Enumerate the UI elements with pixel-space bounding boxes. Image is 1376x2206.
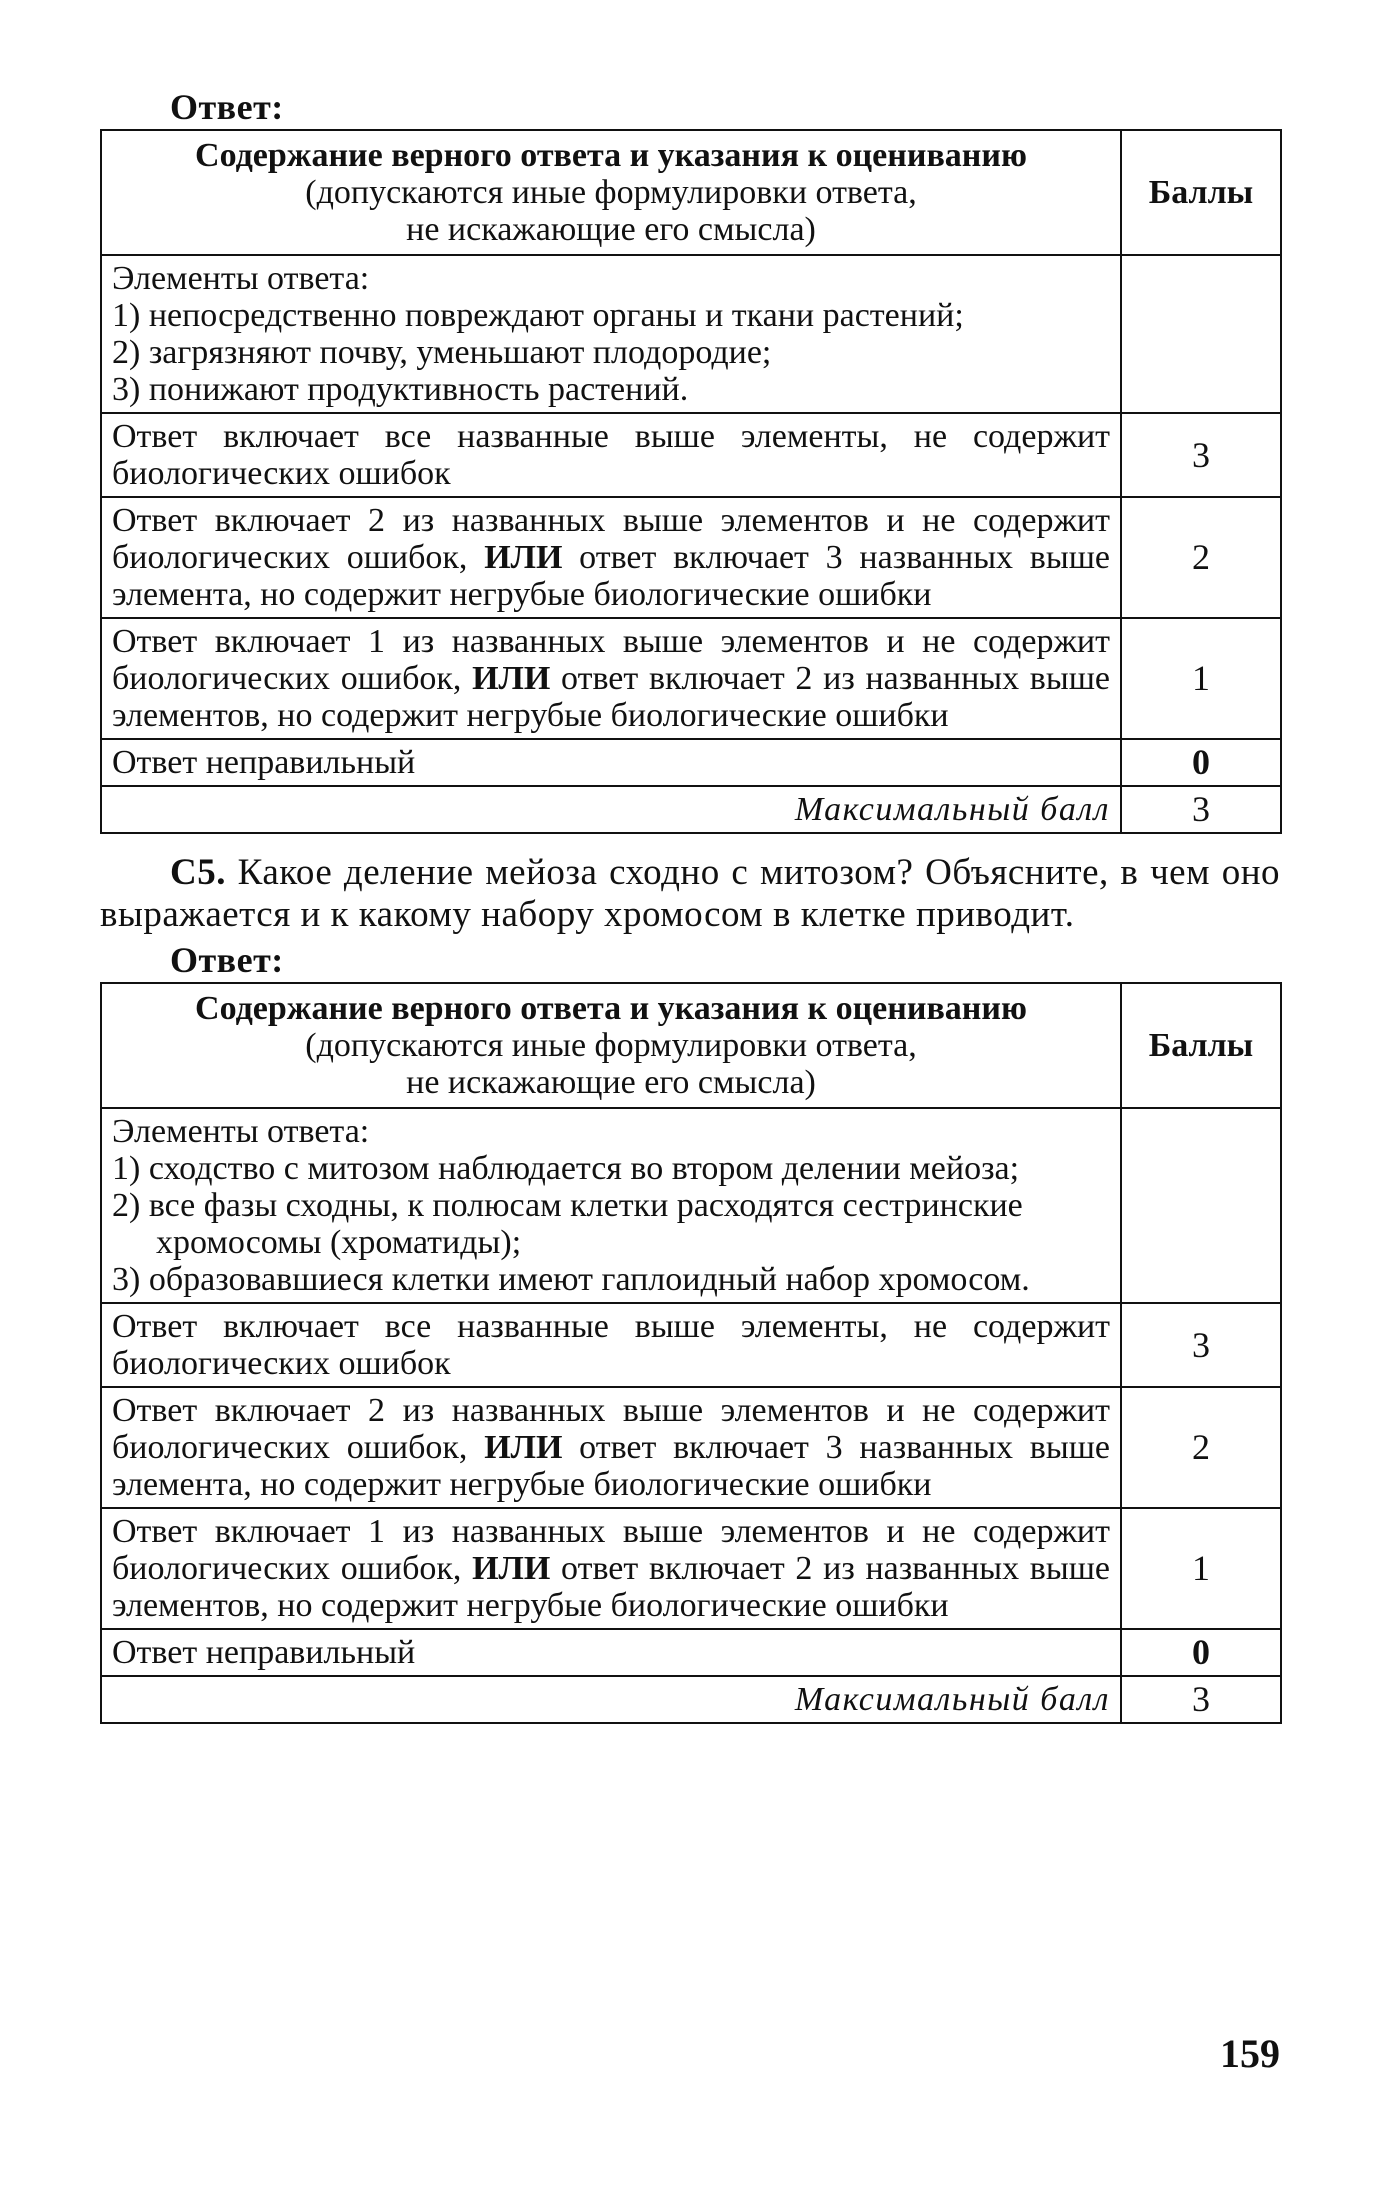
question-number: С5. [170, 852, 226, 893]
criterion-text [101, 497, 1121, 618]
criterion-row [101, 1508, 1281, 1629]
grading-table-1 [100, 129, 1282, 834]
empty-score-cell [1121, 255, 1281, 413]
criterion-text [101, 1508, 1121, 1629]
answer-element: 1) сходство с митозом наблюдается во втором делении мейоза; [112, 1150, 1020, 1187]
ili-keyword: ИЛИ [472, 660, 551, 697]
criterion-text [101, 618, 1121, 739]
criterion-text: Ответ неправильный [101, 739, 1121, 786]
criterion-text-b: ответ включает 2 из названных выше элементов, но содержит негрубые биологические ошибки [112, 660, 1110, 734]
criterion-row [101, 497, 1281, 618]
criterion-text-a: Ответ включает 2 из названных выше элементов и не содержит биологических ошибок, [112, 502, 1110, 576]
criterion-score: 2 [1121, 1387, 1281, 1508]
criterion-text: Ответ включает все названные выше элементы, не содержит биологических ошибок [101, 413, 1121, 497]
score-header: Баллы [1121, 983, 1281, 1108]
answer-element: 2) все фазы сходны, к полюсам клетки расходятся сестринские хромосомы (хроматиды); [112, 1187, 1023, 1261]
criterion-text: Ответ неправильный [101, 1629, 1121, 1676]
header-title: Содержание верного ответа и указания к оцениванию [195, 137, 1027, 174]
criterion-text [101, 1387, 1121, 1508]
ili-keyword: ИЛИ [484, 539, 563, 576]
elements-title: Элементы ответа: [112, 1113, 370, 1150]
max-score-label: Максимальный балл [101, 1676, 1121, 1723]
criterion-row [101, 739, 1281, 786]
answer-label: Ответ: [170, 940, 284, 980]
criterion-score: 1 [1121, 618, 1281, 739]
criterion-row [101, 1303, 1281, 1387]
max-score-label: Максимальный балл [101, 786, 1121, 833]
criterion-text-b: ответ включает 3 названных выше элемента, но содержит негрубые биологические ошибки [112, 1429, 1110, 1503]
criterion-text-a: Ответ включает 1 из названных выше элементов и не содержит биологических ошибок, [112, 1513, 1110, 1587]
criterion-score: 3 [1121, 1303, 1281, 1387]
page [100, 85, 1280, 1724]
ili-keyword: ИЛИ [472, 1550, 551, 1587]
criterion-text-a: Ответ включает 1 из названных выше элементов и не содержит биологических ошибок, [112, 623, 1110, 697]
table-header-row [101, 983, 1281, 1108]
question-text: Какое деление мейоза сходно с митозом? Объясните, в чем оно выражается и к какому набору хромосом в клетке приводит. [100, 852, 1280, 935]
page-number: 159 [1220, 2031, 1280, 2076]
header-title: Содержание верного ответа и указания к оцениванию [195, 990, 1027, 1027]
ili-keyword: ИЛИ [484, 1429, 563, 1466]
criterion-row [101, 618, 1281, 739]
header-note-line1: (допускаются иные формулировки ответа, [305, 1027, 917, 1064]
score-header: Баллы [1121, 130, 1281, 255]
criterion-text-b: ответ включает 3 названных выше элемента, но содержит негрубые биологические ошибки [112, 539, 1110, 613]
answer-element: 1) непосредственно повреждают органы и ткани растений; [112, 297, 964, 334]
answer-element: 2) загрязняют почву, уменьшают плодородие; [112, 334, 772, 371]
answer-element: 3) образовавшиеся клетки имеют гаплоидный набор хромосом. [112, 1261, 1030, 1298]
criterion-text-a: Ответ включает 2 из названных выше элементов и не содержит биологических ошибок, [112, 1392, 1110, 1466]
elements-row [101, 255, 1281, 413]
max-score-value: 3 [1121, 786, 1281, 833]
criterion-row [101, 1629, 1281, 1676]
criterion-score: 0 [1121, 739, 1281, 786]
grading-table-2 [100, 982, 1282, 1724]
max-score-row [101, 1676, 1281, 1723]
criterion-text: Ответ включает все названные выше элементы, не содержит биологических ошибок [101, 1303, 1121, 1387]
elements-row [101, 1108, 1281, 1303]
criterion-row [101, 413, 1281, 497]
max-score-value: 3 [1121, 1676, 1281, 1723]
question-c5 [100, 852, 1280, 936]
max-score-row [101, 786, 1281, 833]
header-note-line2: не искажающие его смысла) [406, 1064, 816, 1101]
answer-element: 3) понижают продуктивность растений. [112, 371, 689, 408]
elements-title: Элементы ответа: [112, 260, 370, 297]
elements-cell [101, 255, 1121, 413]
criterion-row [101, 1387, 1281, 1508]
answer-label: Ответ: [170, 87, 284, 127]
empty-score-cell [1121, 1108, 1281, 1303]
content-header [101, 983, 1121, 1108]
header-note-line1: (допускаются иные формулировки ответа, [305, 174, 917, 211]
criterion-score: 1 [1121, 1508, 1281, 1629]
elements-cell [101, 1108, 1121, 1303]
criterion-score: 3 [1121, 413, 1281, 497]
criterion-score: 2 [1121, 497, 1281, 618]
criterion-score: 0 [1121, 1629, 1281, 1676]
table-header-row [101, 130, 1281, 255]
header-note-line2: не искажающие его смысла) [406, 211, 816, 248]
criterion-text-b: ответ включает 2 из названных выше элементов, но содержит негрубые биологические ошибки [112, 1550, 1110, 1624]
content-header [101, 130, 1121, 255]
